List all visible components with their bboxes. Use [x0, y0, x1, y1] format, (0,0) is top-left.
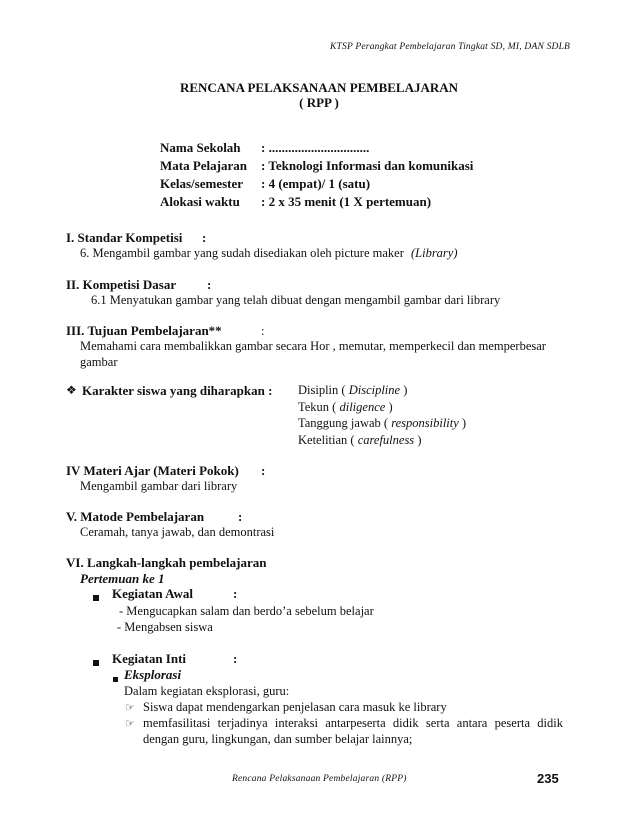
identity-label: Kelas/semester: [160, 176, 244, 191]
eksplorasi-intro: Dalam kegiatan eksplorasi, guru:: [124, 684, 290, 698]
pointing-hand-icon: ☞: [125, 717, 135, 730]
karakter-item: Tekun ( diligence ): [298, 400, 393, 414]
identity-label: Nama Sekolah: [160, 140, 241, 155]
section-body: gambar: [80, 355, 118, 369]
kegiatan-awal-heading: Kegiatan Awal: [112, 586, 194, 601]
heading-colon: :: [261, 323, 265, 338]
section-heading-kompetisi-dasar: II. Kompetisi Dasar: [66, 277, 177, 292]
page-number: 235: [537, 771, 559, 786]
identity-value: : 2 x 35 menit (1 X pertemuan): [261, 194, 432, 209]
list-item: memfasilitasi terjadinya interaksi antarpeserta didik serta antara peserta didik: [143, 716, 563, 730]
heading-colon: :: [207, 277, 212, 292]
identity-value: : ...............................: [261, 140, 370, 155]
heading-colon: :: [233, 586, 238, 601]
pointing-hand-icon: ☞: [125, 701, 135, 714]
section-heading-materi: IV Materi Ajar (Materi Pokok): [66, 463, 239, 478]
square-bullet-icon: [113, 670, 118, 688]
section-heading-standar-kompetisi: I. Standar Kompetisi: [66, 230, 183, 245]
identity-value: : 4 (empat)/ 1 (satu): [261, 176, 371, 191]
heading-colon: :: [238, 509, 243, 524]
karakter-item: Tanggung jawab ( responsibility ): [298, 416, 467, 430]
kegiatan-inti-heading: Kegiatan Inti: [112, 651, 187, 666]
identity-label: Alokasi waktu: [160, 194, 240, 209]
running-footer: Rencana Pelaksanaan Pembelajaran (RPP): [232, 774, 407, 784]
identity-label: Mata Pelajaran: [160, 158, 248, 173]
running-header: KTSP Perangkat Pembelajaran Tingkat SD, MI, DAN SDLB: [330, 42, 571, 52]
heading-colon: :: [261, 463, 266, 478]
section-body: 6. Mengambil gambar yang sudah disediakan oleh picture maker (Library): [80, 246, 458, 260]
list-item-continuation: dengan guru, lingkungan, dan sumber belajar lainnya;: [143, 732, 413, 746]
section-body: Mengambil gambar dari library: [80, 479, 238, 493]
list-item: - Mengabsen siswa: [117, 620, 213, 634]
section-body: Ceramah, tanya jawab, dan demontrasi: [80, 525, 275, 539]
square-bullet-icon: [93, 589, 99, 607]
section-heading-langkah: VI. Langkah-langkah pembelajaran: [66, 555, 267, 570]
eksplorasi-heading: Eksplorasi: [124, 667, 182, 682]
karakter-item: Ketelitian ( carefulness ): [298, 433, 422, 447]
heading-colon: :: [233, 651, 238, 666]
section-body: 6.1 Menyatukan gambar yang telah dibuat dengan mengambil gambar dari library: [91, 293, 501, 307]
diamond-bullet-icon: ❖: [66, 383, 77, 397]
pertemuan-label: Pertemuan ke 1: [80, 571, 165, 586]
list-item: - Mengucapkan salam dan berdo’a sebelum belajar: [119, 604, 374, 618]
list-item: Siswa dapat mendengarkan penjelasan cara masuk ke library: [143, 700, 447, 714]
section-heading-metode: V. Matode Pembelajaran: [66, 509, 205, 524]
heading-colon: :: [202, 230, 207, 245]
karakter-item: Disiplin ( Discipline ): [298, 383, 408, 397]
section-heading-tujuan: III. Tujuan Pembelajaran**: [66, 323, 222, 338]
section-body: Memahami cara membalikkan gambar secara Hor , memutar, memperkecil dan memperbesar: [80, 339, 546, 353]
document-title: RENCANA PELAKSANAAN PEMBELAJARAN: [179, 80, 459, 95]
square-bullet-icon: [93, 654, 99, 672]
document-subtitle: ( RPP ): [299, 95, 339, 110]
section-heading-karakter: Karakter siswa yang diharapkan :: [82, 383, 273, 398]
identity-value: : Teknologi Informasi dan komunikasi: [261, 158, 474, 173]
